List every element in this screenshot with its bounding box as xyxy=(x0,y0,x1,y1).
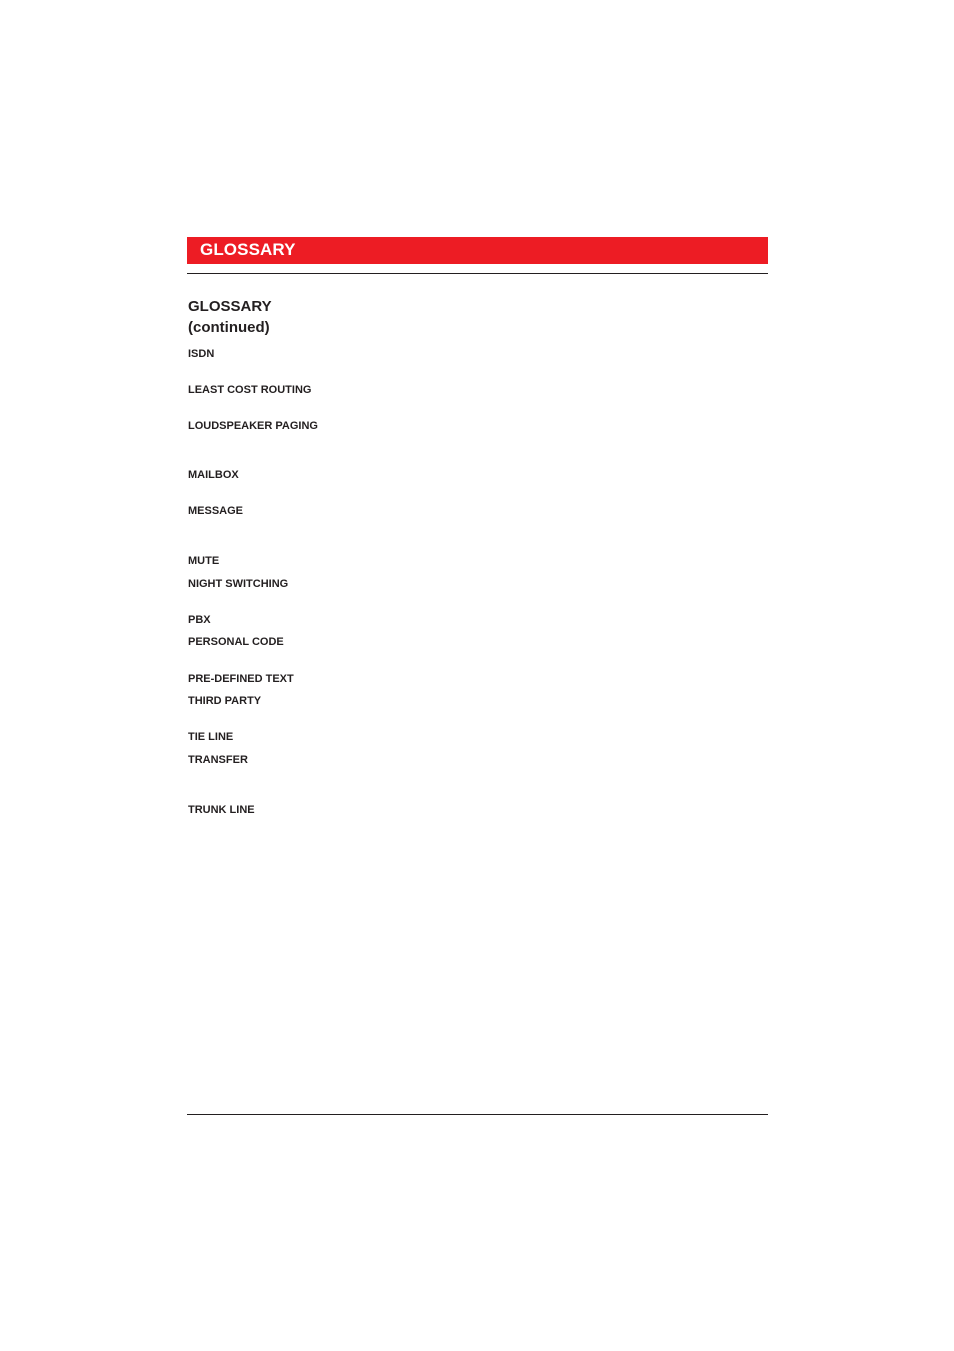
header-banner xyxy=(187,237,768,264)
glossary-term-personal-code: PERSONAL CODE xyxy=(188,636,284,648)
glossary-term-trunk-line: TRUNK LINE xyxy=(188,804,255,816)
glossary-term-message: MESSAGE xyxy=(188,505,244,517)
header-divider xyxy=(187,273,768,274)
section-subtitle: (continued) xyxy=(188,319,270,336)
footer-divider xyxy=(187,1114,768,1115)
glossary-term-mute: MUTE xyxy=(188,555,220,567)
glossary-term-third-party: THIRD PARTY xyxy=(188,695,262,707)
glossary-term-tie-line: TIE LINE xyxy=(188,731,234,743)
banner-title: GLOSSARY xyxy=(200,240,296,259)
glossary-term-loudspeaker-paging: LOUDSPEAKER PAGING xyxy=(188,420,318,432)
section-title: GLOSSARY xyxy=(188,298,272,315)
glossary-term-mailbox: MAILBOX xyxy=(188,469,239,481)
glossary-term-transfer: TRANSFER xyxy=(188,754,248,766)
glossary-term-least-cost-routing: LEAST COST ROUTING xyxy=(188,384,312,396)
glossary-term-isdn: ISDN xyxy=(188,348,215,360)
glossary-term-pre-defined-text: PRE-DEFINED TEXT xyxy=(188,673,294,685)
glossary-term-night-switching: NIGHT SWITCHING xyxy=(188,578,289,590)
glossary-term-pbx: PBX xyxy=(188,614,211,626)
